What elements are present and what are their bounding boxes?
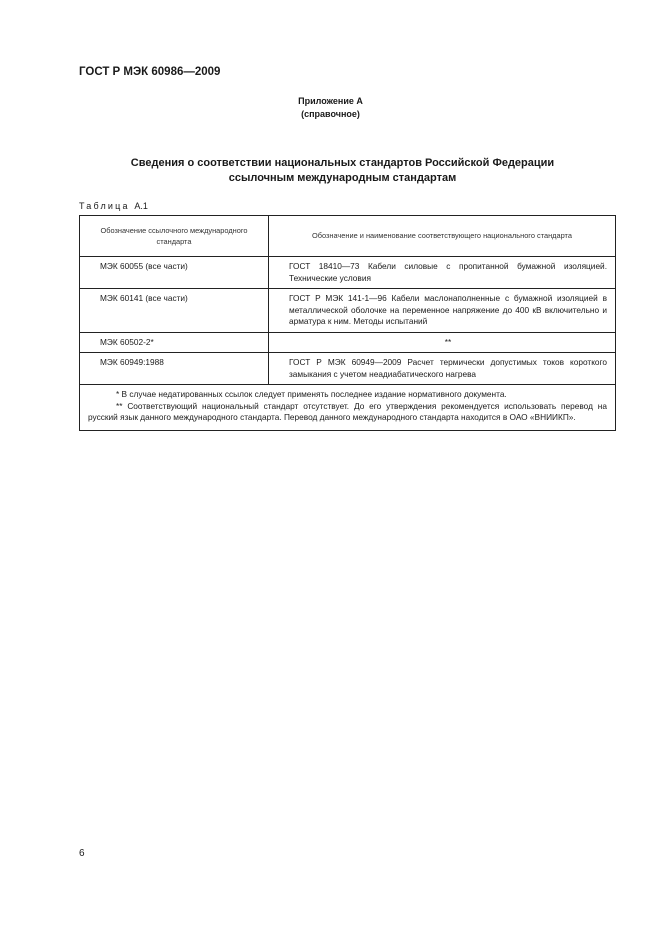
table-row bbox=[80, 353, 616, 385]
footnote-1: * В случае недатированных ссылок следует применять последнее издание нормативного документа. bbox=[116, 389, 507, 399]
page-number: 6 bbox=[79, 848, 85, 859]
table-row bbox=[80, 257, 616, 289]
header-national-standard: Обозначение и наименование соответствующего национального стандарта bbox=[269, 216, 616, 257]
annex-title: Приложение А bbox=[298, 96, 363, 106]
table-header-row bbox=[80, 216, 616, 257]
national-cell: ГОСТ 18410—73 Кабели силовые с пропитанной бумажной изоляцией. Технические условия bbox=[269, 257, 616, 289]
national-cell: ** bbox=[269, 332, 616, 353]
section-title-line-1: Сведения о соответствии национальных стандартов Российской Федерации bbox=[130, 157, 555, 169]
ref-cell: МЭК 60502-2* bbox=[80, 332, 269, 353]
ref-cell: МЭК 60141 (все части) bbox=[80, 289, 269, 333]
table-label-number: А.1 bbox=[134, 201, 148, 211]
footnotes-cell bbox=[80, 385, 616, 431]
national-cell: ГОСТ Р МЭК 141-1—96 Кабели маслонаполненные с бумажной изоляцией в металлической оболочке на переменное напряжение до 400 кВ включительно и арматура к ним. Методы испытаний bbox=[269, 289, 616, 333]
table-row bbox=[80, 289, 616, 333]
table-footnotes-row bbox=[80, 385, 616, 431]
correspondence-table bbox=[79, 215, 616, 431]
footnote-2: ** Соответствующий национальный стандарт отсутствует. До его утверждения рекомендуется использовать перевод на русский язык данного международного стандарта. Перевод данного международного стандарта находится в ОАО «ВНИИКП». bbox=[88, 400, 607, 422]
table-label-word: Таблица bbox=[79, 201, 130, 211]
section-title-line-2: ссылочным международным стандартам bbox=[228, 172, 457, 184]
table-label bbox=[79, 201, 148, 211]
table-row bbox=[80, 332, 616, 353]
national-cell: ГОСТ Р МЭК 60949—2009 Расчет термически допустимых токов короткого замыкания с учетом неадиабатического нагрева bbox=[269, 353, 616, 385]
section-title bbox=[100, 156, 585, 186]
document-code: ГОСТ Р МЭК 60986—2009 bbox=[79, 66, 221, 78]
annex-note: (справочное) bbox=[301, 109, 360, 119]
header-international-standard: Обозначение ссылочного международного стандарта bbox=[80, 216, 269, 257]
ref-cell: МЭК 60055 (все части) bbox=[80, 257, 269, 289]
ref-cell: МЭК 60949:1988 bbox=[80, 353, 269, 385]
